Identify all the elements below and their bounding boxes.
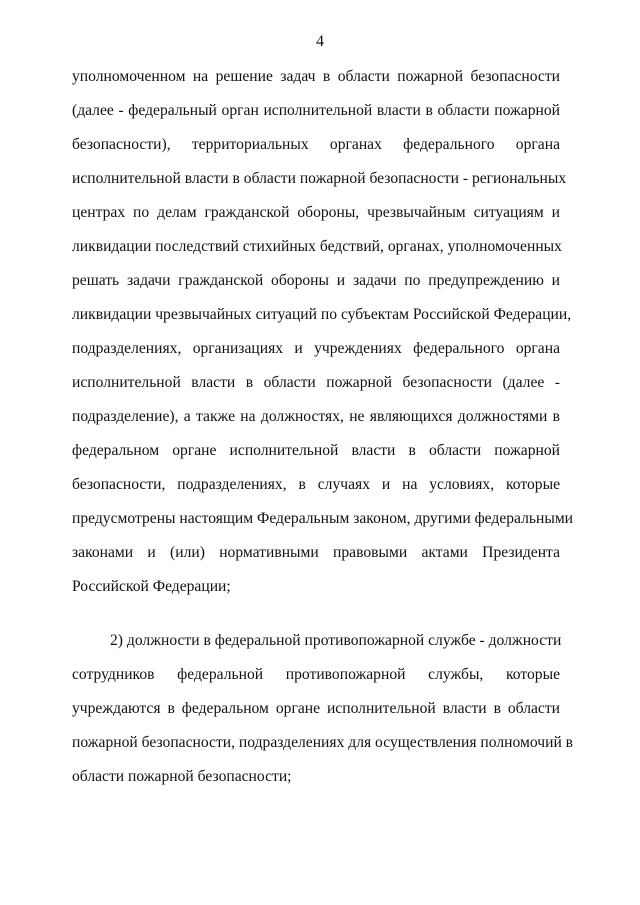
- text-line: исполнительной власти в области пожарной безопасности (далее -: [72, 374, 560, 391]
- text-line: исполнительной власти в области пожарной безопасности - региональных: [72, 170, 567, 187]
- text-line: Российской Федерации;: [72, 578, 231, 595]
- text-line: безопасности, подразделениях, в случаях и на условиях, которые: [72, 476, 560, 493]
- document-body: [72, 67, 574, 801]
- text-line: 2) должности в федеральной противопожарной службе - должности: [110, 632, 562, 649]
- text-line: федеральном органе исполнительной власти в области пожарной: [72, 442, 560, 459]
- text-line: решать задачи гражданской обороны и задачи по предупреждению и: [72, 272, 560, 289]
- text-line: законами и (или) нормативными правовыми актами Президента: [72, 544, 560, 561]
- text-line: пожарной безопасности, подразделениях для осуществления полномочий в: [72, 734, 574, 751]
- text-line: учреждаются в федеральном органе исполнительной власти в области: [72, 700, 560, 717]
- text-line: центрах по делам гражданской обороны, чрезвычайным ситуациям и: [72, 204, 560, 221]
- paragraph-2: [72, 631, 574, 801]
- paragraph-1: [72, 67, 574, 611]
- text-line: предусмотрены настоящим Федеральным законом, другими федеральными: [72, 510, 574, 527]
- text-line: области пожарной безопасности;: [72, 768, 292, 785]
- text-line: подразделениях, организациях и учреждениях федерального органа: [72, 340, 560, 357]
- text-line: сотрудников федеральной противопожарной службы, которые: [72, 666, 560, 683]
- text-line: уполномоченном на решение задач в области пожарной безопасности: [72, 68, 560, 85]
- page-number: 4: [316, 33, 324, 50]
- paragraph-gap: [72, 611, 560, 631]
- text-line: безопасности), территориальных органах федерального органа: [72, 136, 560, 153]
- text-line: ликвидации чрезвычайных ситуаций по субъектам Российской Федерации,: [72, 306, 572, 323]
- text-line: (далее - федеральный орган исполнительной власти в области пожарной: [72, 102, 560, 119]
- text-line: ликвидации последствий стихийных бедствий, органах, уполномоченных: [72, 238, 562, 255]
- text-line: подразделение), а также на должностях, не являющихся должностями в: [72, 408, 560, 425]
